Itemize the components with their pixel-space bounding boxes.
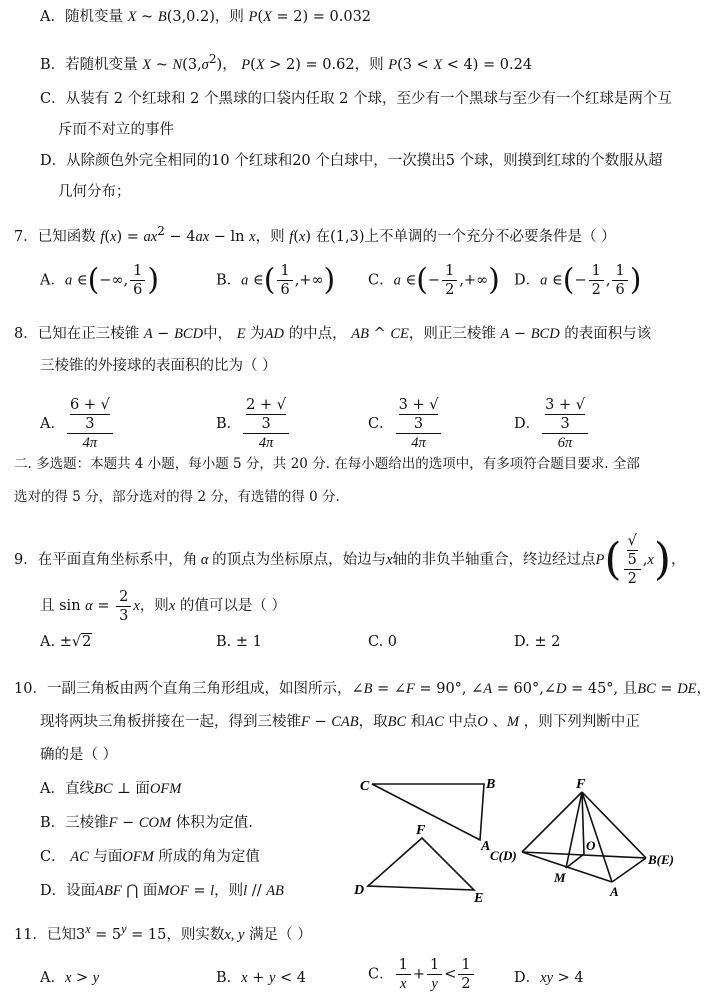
q7-option-a: A．a ∈(−∞, $\frac{1}{6}$ ) — [40, 262, 160, 298]
q10-stem-line2: 现将两块三角板拼接在一起，得到三棱锥F − CAB，取BC 和AC 中点O 、M ，则下列判断中正 — [40, 714, 640, 730]
q10-option-d: D．设面ABF ⋂ 面MOF = l，则l // AB — [40, 883, 284, 899]
section2-line2: 选对的得 5 分，部分选对的得 2 分，有选错的得 0 分. — [14, 489, 340, 505]
q8-option-b: B． 2 + √ 3 4π — [216, 396, 291, 452]
q10-figure — [350, 770, 690, 910]
q6-option-d-line1: D．从除颜色外完全相同的10 个红球和20 个白球中，一次摸出5 个球，则摸到红球的个数服从超 — [40, 153, 663, 169]
q10-option-c: C． AC 与面OFM 所成的角为定值 — [40, 849, 260, 865]
q10-stem-line1: 10．一副三角板由两个直角三角形组成，如图所示，∠B = ∠F = 90°, ∠A = 60°,∠D = 45°, 且BC = DE， — [14, 681, 711, 697]
q9-option-d: D. ± 2 — [514, 634, 561, 650]
label-o: O — [586, 838, 596, 853]
q9-stem-line1: 9．在平面直角坐标系中，角 α 的顶点为坐标原点，始边与x轴的非负半轴重合，终边经过点P( √ 5 2 ,x)， — [14, 533, 686, 587]
q10-stem-line3: 确的是（ ） — [40, 747, 118, 763]
label-cd: C(D) — [490, 848, 517, 863]
q10-option-b: B．三棱锥F − COM 体积为定值. — [40, 815, 253, 831]
q11-option-c: C． $\frac{1}{x}$ + $\frac{1}{y}$ < $\frac{1}{2}$ — [368, 956, 476, 993]
q6-option-c-line2: 斥而不对立的事件 — [58, 122, 174, 138]
q9-stem-line2: 且 sin α = $\frac{2}{3}$ x，则x 的值可以是（ ） — [40, 588, 286, 624]
q6-option-d-line2: 几何分布； — [58, 184, 131, 200]
q8-option-c: C． 3 + √ 3 4π — [368, 396, 443, 452]
q7-option-b: B．a ∈( $\frac{1}{6}$ ,+∞) — [216, 262, 336, 298]
q6-option-a: A．随机变量 X ~ B(3,0.2)，则 P(X = 2) = 0.032 — [40, 9, 372, 25]
q8-option-d: D． 3 + √ 3 6π — [514, 396, 590, 452]
q11-stem: 11．已知$3^x = 5^y = 15$，则实数x, y 满足（ ） — [14, 922, 312, 943]
label-be: B(E) — [648, 852, 674, 867]
label-a1: A — [481, 839, 491, 854]
label-m: M — [554, 870, 566, 885]
q11-option-d: D．xy > 4 — [514, 970, 584, 986]
q6-option-b: B．若随机变量 X ~ $N(3,\sigma^2)$， P(X > 2) = 0.62，则 P(3 < X < 4) = 0.24 — [40, 52, 533, 73]
label-e1: E — [474, 891, 484, 906]
label-a2: A — [610, 884, 619, 899]
section2-line1: 二. 多选题：本题共 4 小题，每小题 5 分，共 20 分. 在每小题给出的选项中，有多项符合题目要求. 全部 — [14, 456, 640, 472]
label-b1: B — [486, 777, 496, 792]
q6-option-c-line1: C．从装有 2 个红球和 2 个黑球的口袋内任取 2 个球，至少有一个黑球与至少有一个红球是两个互 — [40, 91, 672, 107]
q9-option-b: B. ± 1 — [216, 634, 262, 650]
q7-option-c: C．a ∈(− $\frac{1}{2}$ ,+∞) — [368, 262, 500, 298]
q11-option-a: A．x > y — [40, 970, 100, 986]
q7-option-d: D．a ∈(− $\frac{1}{2}$ , $\frac{1}{6}$ ) — [514, 262, 642, 298]
q8-stem-line1: 8．已知在正三棱锥 A − BCD中， E 为AD 的中点， AB ^ CE，则正三棱锥 A − BCD 的表面积与该 — [14, 326, 652, 342]
pyramid-fcab — [522, 792, 646, 882]
q9-option-a: A. ±√2 — [40, 634, 92, 650]
q7-stem: 7．已知函数 $f(x) = ax^2 - 4ax - \ln x$，则 f(x) 在(1,3)上不单调的一个充分不必要条件是（ ） — [14, 224, 616, 245]
label-f1: F — [416, 823, 426, 838]
label-f2: F — [576, 777, 586, 792]
triangle-cba — [372, 784, 484, 840]
q8-option-a: A． 6 + √ 3 4π — [40, 396, 115, 452]
q10-option-a: A．直线BC ⊥ 面OFM — [40, 781, 182, 797]
q9-option-c: C. 0 — [368, 634, 398, 650]
triangle-dfe — [368, 838, 474, 890]
q11-option-b: B．x + y < 4 — [216, 970, 306, 986]
label-c1: C — [360, 779, 370, 794]
q8-stem-line2: 三棱锥的外接球的表面积的比为（ ） — [40, 358, 277, 374]
label-d1: D — [354, 883, 365, 898]
